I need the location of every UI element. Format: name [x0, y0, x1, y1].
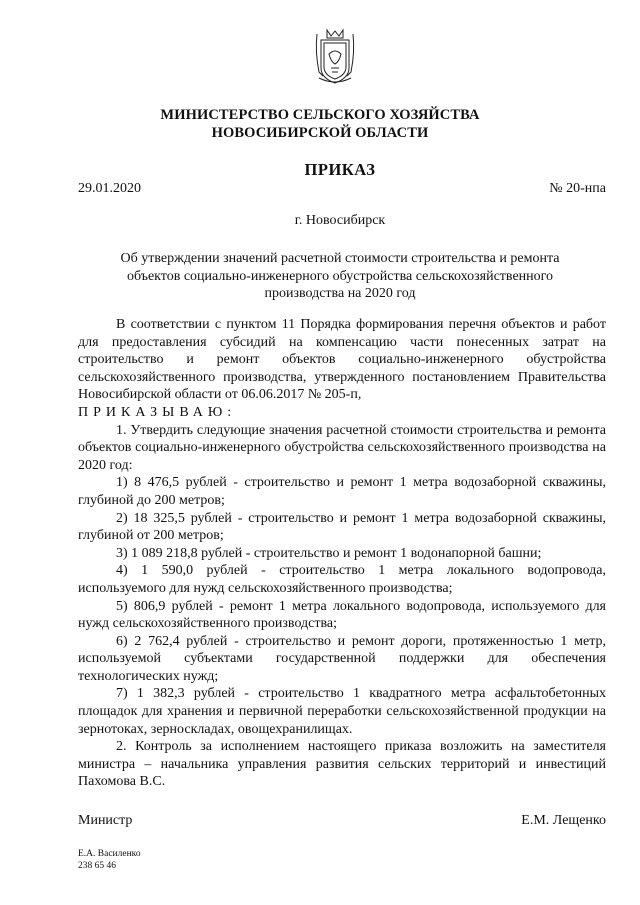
- order-item-1: 1. Утвердить следующие значения расчетной стоимости строительства и ремонта объектов социально-инженерного обустройства сельскохозяйственного производства на 2020 год:: [78, 422, 606, 473]
- subitem-5: 5) 806,9 рублей - ремонт 1 метра локального водопровода, используемого для нужд сельскохозяйственного производства;: [78, 598, 606, 632]
- ministry-title-line2: НОВОСИБИРСКОЙ ОБЛАСТИ: [211, 125, 429, 141]
- document-body: [78, 316, 606, 791]
- document-subject: Об утверждении значений расчетной стоимости строительства и ремонта объектов социально-инженерного обустройства сельскохозяйственного производства на 2020 год: [120, 251, 560, 301]
- document-city: г. Новосибирск: [294, 213, 386, 228]
- document-type: ПРИКАЗ: [304, 160, 376, 179]
- subitem-2: 2) 18 325,5 рублей - строительство и ремонт 1 метра водозаборной скважины, глубиной от 200 метров;: [78, 510, 606, 544]
- coat-of-arms-icon: [313, 28, 357, 86]
- executor-info: [78, 848, 141, 872]
- subitem-4: 4) 1 590,0 рублей - строительство 1 метра локального водопровода, используемого для нужд сельскохозяйственного производства;: [78, 563, 606, 596]
- preamble-paragraph: В соответствии с пунктом 11 Порядка формирования перечня объектов и работ для предоставления субсидий на компенсацию части понесенных затрат на строительство и ремонт объектов социально-инженерного обустройства сельскохозяйственного производства, утвержденного постановлением Правительства Новосибирской области от 06.06.2017 № 205-п,: [78, 317, 606, 403]
- subitem-7: 7) 1 382,3 рублей - строительство 1 квадратного метра асфальтобетонных площадок для хранения и первичной переработки сельскохозяйственной продукции на зернотоках, зерноскладах, овощехранилищах.: [78, 686, 606, 737]
- subitem-3: 3) 1 089 218,8 рублей - строительство и ремонт 1 водонапорной башни;: [116, 545, 542, 561]
- subitem-1: 1) 8 476,5 рублей - строительство и ремонт 1 метра водозаборной скважины, глубиной до 200 метров;: [78, 475, 606, 508]
- order-word: ПРИКАЗЫВАЮ:: [78, 404, 237, 420]
- order-item-2: 2. Контроль за исполнением настоящего приказа возложить на заместителя министра – начальника управления развития сельских территорий и инвестиций Пахомова В.С.: [78, 739, 606, 790]
- executor-phone: 238 65 46: [78, 861, 116, 871]
- document-number: № 20-нпа: [549, 181, 606, 196]
- executor-name: Е.А. Василенко: [78, 849, 141, 859]
- subitem-6: 6) 2 762,4 рублей - строительство и ремонт дороги, протяженностью 1 метр, используемой субъектами государственной поддержки для обеспечения технологических нужд;: [78, 633, 606, 684]
- ministry-title-line1: МИНИСТЕРСТВО СЕЛЬСКОГО ХОЗЯЙСТВА: [160, 107, 480, 123]
- signatory-name: Е.М. Лещенко: [521, 813, 606, 828]
- document-date: 29.01.2020: [78, 181, 141, 196]
- signatory-position: Министр: [78, 813, 133, 828]
